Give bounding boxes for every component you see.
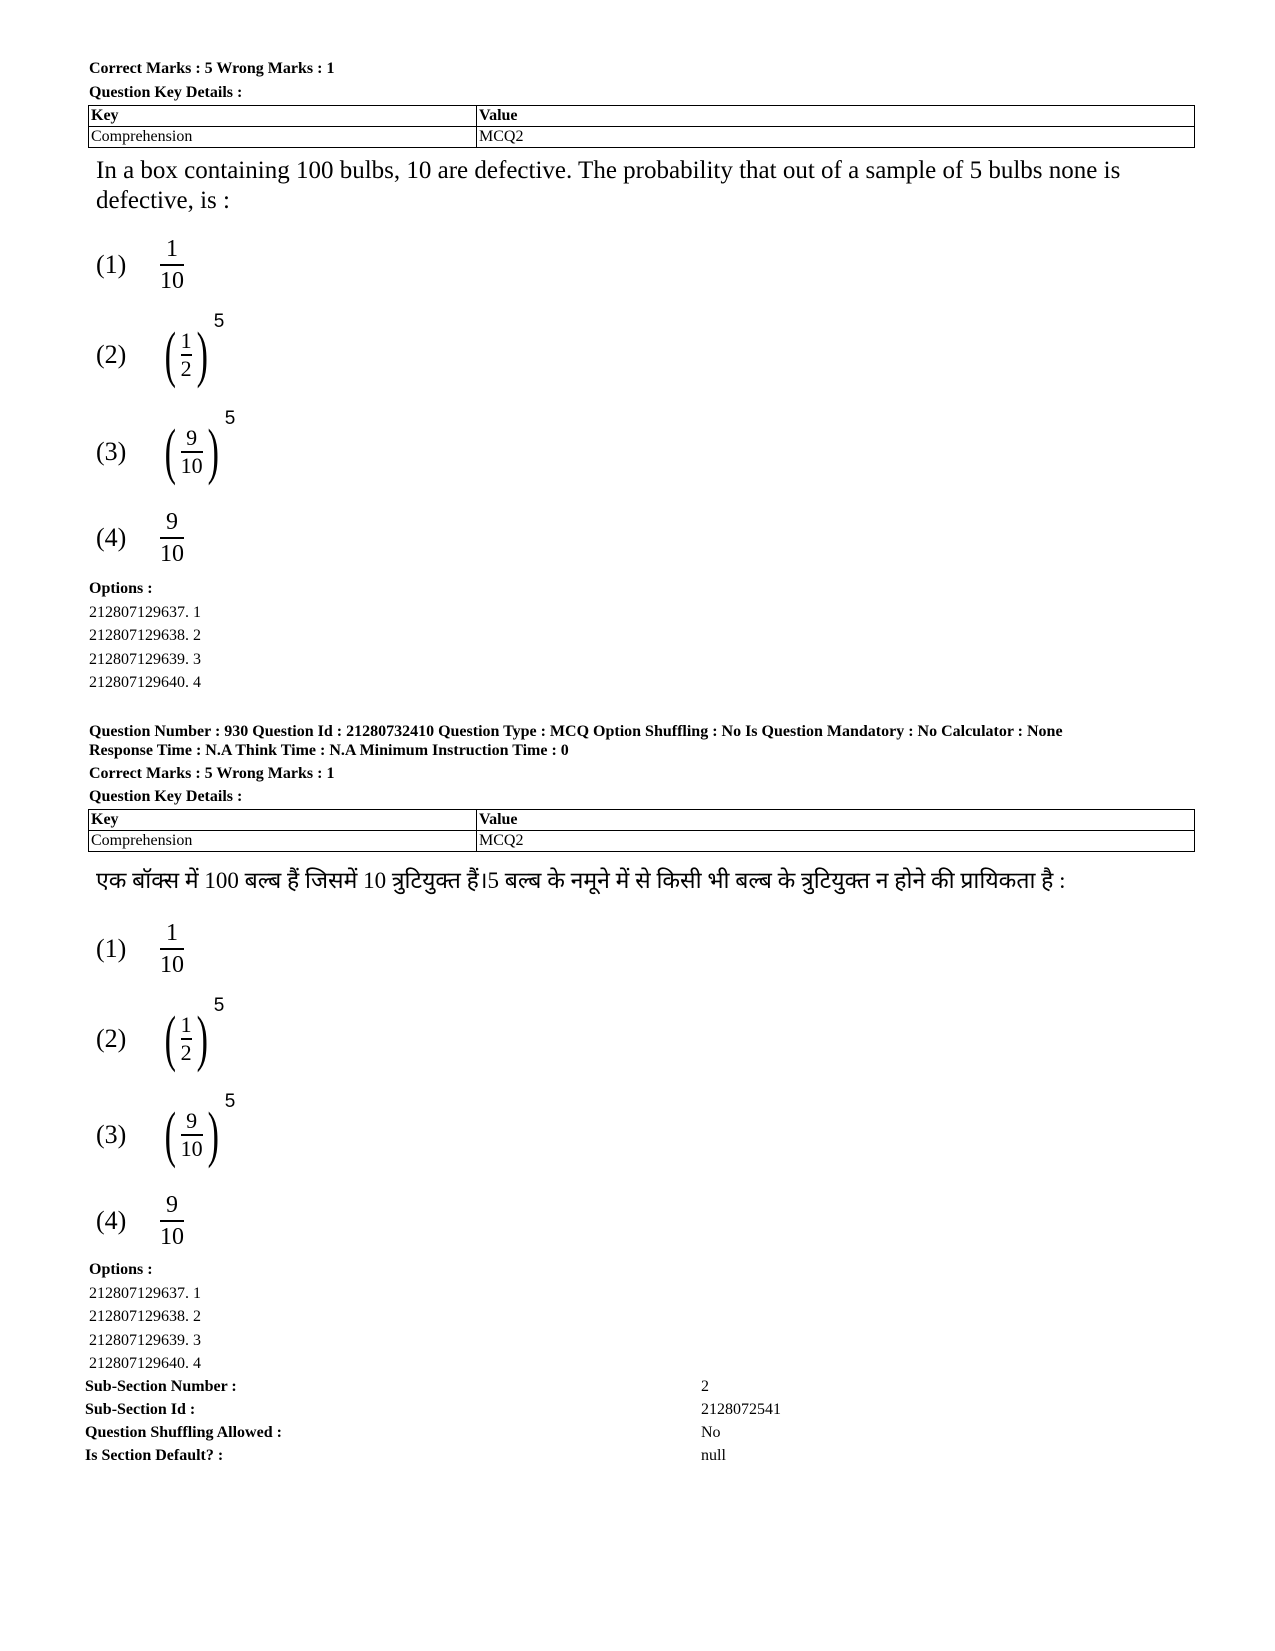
question-key-details-label: Question Key Details : [89,84,243,101]
subsection-labels [85,1375,282,1467]
option-id: 212807129637. 1 [89,1284,201,1302]
option-id: 212807129640. 4 [89,674,201,691]
subsection-id-value: 2128072541 [701,1401,781,1418]
fraction [181,329,192,381]
fraction [160,1191,184,1251]
power-of-fraction: ( $\frac{1}{2}$ ) $^5$ [164,311,225,389]
numerator: 9 [166,1192,178,1218]
option-number: (1) [96,250,127,279]
power-of-fraction: ( $\frac{9}{10}$ ) $^5$ [164,408,236,486]
question-key-details-label: Question Key Details : [89,788,243,805]
denominator: 10 [160,268,184,294]
fraction [160,235,184,295]
question-shuffling-value: No [701,1424,721,1441]
question-text-hindi: एक बॉक्स में 100 बल्ब हैं जिसमें 10 त्रुटियुक्त हैं।5 बल्ब के नमूने में से किसी भी बल्ब के त्रुटियुक्त न होने की प्रायिकता है : [96,868,1066,893]
power-of-fraction: ( $\frac{1}{2}$ ) $^5$ [164,995,225,1073]
math-option-1 [96,225,184,305]
question-header-line-1: Question Number : 930 Question Id : 21280732410 Question Type : MCQ Option Shuffling : No Is Question Mandatory : No Calculator : None [89,723,1063,740]
options-label: Options : [89,580,153,597]
option-number: (4) [96,1206,127,1235]
table-header-key: Key [89,106,477,127]
table-cell-key: Comprehension [89,127,477,148]
exponent: 5 [224,408,236,429]
numerator: 9 [166,509,178,535]
denominator: 2 [180,356,192,381]
table-header-value: Value [477,810,1195,831]
math-option-2 [96,311,225,395]
math-option-1 [96,909,184,989]
math-option-4 [96,1181,184,1261]
exponent: 5 [213,311,225,332]
subsection-number-value: 2 [701,1378,709,1395]
table-header-row [89,810,1195,831]
table-header-key: Key [89,810,477,831]
option-id: 212807129638. 2 [89,627,201,644]
option-number: (2) [96,1024,127,1053]
option-number: (3) [96,437,127,466]
option-id: 212807129639. 3 [89,650,201,668]
table-row [89,831,1195,852]
denominator: 10 [160,1224,184,1250]
numerator: 9 [186,425,198,450]
table-cell-value: MCQ2 [477,831,1195,852]
option-id: 212807129640. 4 [89,1355,201,1372]
subsection-values [701,1375,781,1467]
denominator: 2 [180,1040,192,1065]
denominator: 10 [180,1136,203,1161]
fraction [181,1109,203,1161]
question-text-english: In a box containing 100 bulbs, 10 are defective. The probability that out of a sample of 5 bulbs none is defective, is : [96,157,1121,214]
option-number: (1) [96,934,127,963]
option-id: 212807129638. 2 [89,1308,201,1325]
math-option-4 [96,498,184,578]
fraction [181,1013,192,1065]
correct-wrong-marks: Correct Marks : 5 Wrong Marks : 1 [89,60,335,77]
correct-wrong-marks: Correct Marks : 5 Wrong Marks : 1 [89,765,335,782]
exponent: 5 [213,995,225,1016]
option-number: (4) [96,523,127,552]
table-row [89,127,1195,148]
numerator: 1 [166,236,178,262]
fraction [181,426,203,478]
question-shuffling-label: Question Shuffling Allowed : [85,1424,282,1441]
denominator: 10 [180,453,203,478]
question-key-table [88,809,1195,852]
subsection-number-label: Sub-Section Number : [85,1378,237,1395]
table-header-row [89,106,1195,127]
option-id: 212807129637. 1 [89,603,201,621]
exponent: 5 [224,1091,236,1112]
fraction [160,919,184,979]
table-cell-key: Comprehension [89,831,477,852]
options-list [89,577,201,695]
section-default-value: null [701,1447,726,1464]
numerator: 1 [180,1012,192,1037]
numerator: 9 [186,1108,198,1133]
option-number: (3) [96,1120,127,1149]
options-list [89,1258,201,1376]
fraction [160,508,184,568]
subsection-id-label: Sub-Section Id : [85,1401,196,1418]
option-number: (2) [96,340,127,369]
section-default-label: Is Section Default? : [85,1447,224,1464]
table-cell-value: MCQ2 [477,127,1195,148]
table-header-value: Value [477,106,1195,127]
question-header-line-2: Response Time : N.A Think Time : N.A Minimum Instruction Time : 0 [89,742,569,759]
option-id: 212807129639. 3 [89,1331,201,1349]
power-of-fraction: ( $\frac{9}{10}$ ) $^5$ [164,1091,236,1169]
numerator: 1 [180,328,192,353]
options-label: Options : [89,1261,153,1278]
math-option-3 [96,408,236,492]
question-key-table [88,105,1195,148]
math-option-2 [96,995,225,1079]
denominator: 10 [160,541,184,567]
math-option-3 [96,1091,236,1175]
denominator: 10 [160,952,184,978]
numerator: 1 [166,920,178,946]
